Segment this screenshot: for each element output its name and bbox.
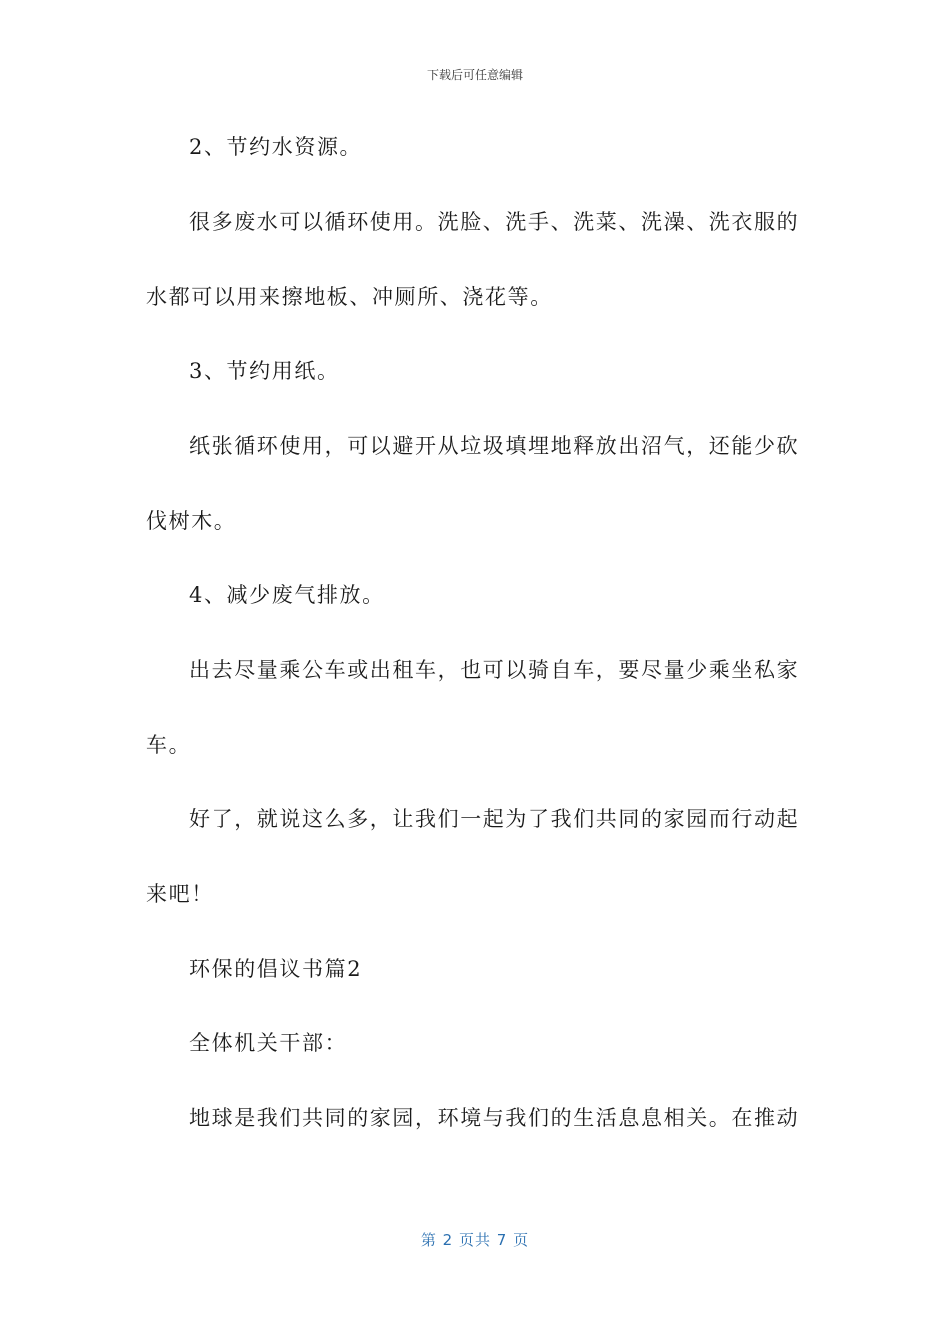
text-line: 好了，就说这么多，让我们一起为了我们共同的家园而行动起: [189, 807, 800, 831]
text-line: 来吧！: [146, 882, 214, 906]
text-line: 2、节约水资源。: [189, 135, 363, 159]
section-title: 环保的倡议书篇2: [189, 957, 363, 981]
text-line: 车。: [146, 733, 192, 757]
text-line: 水都可以用来擦地板、冲厕所、浇花等。: [146, 285, 553, 309]
text-line: 4、减少废气排放。: [189, 583, 385, 607]
text-line: 3、节约用纸。: [189, 359, 340, 383]
text-line: 出去尽量乘公车或出租车，也可以骑自车，要尽量少乘坐私家: [189, 658, 800, 682]
salutation: 全体机关干部：: [189, 1031, 348, 1055]
page-header: 下载后可任意编辑: [426, 68, 523, 82]
text-line: 很多废水可以循环使用。洗脸、洗手、洗菜、洗澡、洗衣服的: [189, 210, 800, 234]
text-line: 地球是我们共同的家园，环境与我们的生活息息相关。在推动: [189, 1106, 800, 1130]
text-line: 伐树木。: [146, 509, 237, 533]
text-line: 纸张循环使用，可以避开从垃圾填埋地释放出沼气，还能少砍: [189, 434, 800, 458]
page-footer: 第 2 页共 7 页: [420, 1231, 530, 1249]
